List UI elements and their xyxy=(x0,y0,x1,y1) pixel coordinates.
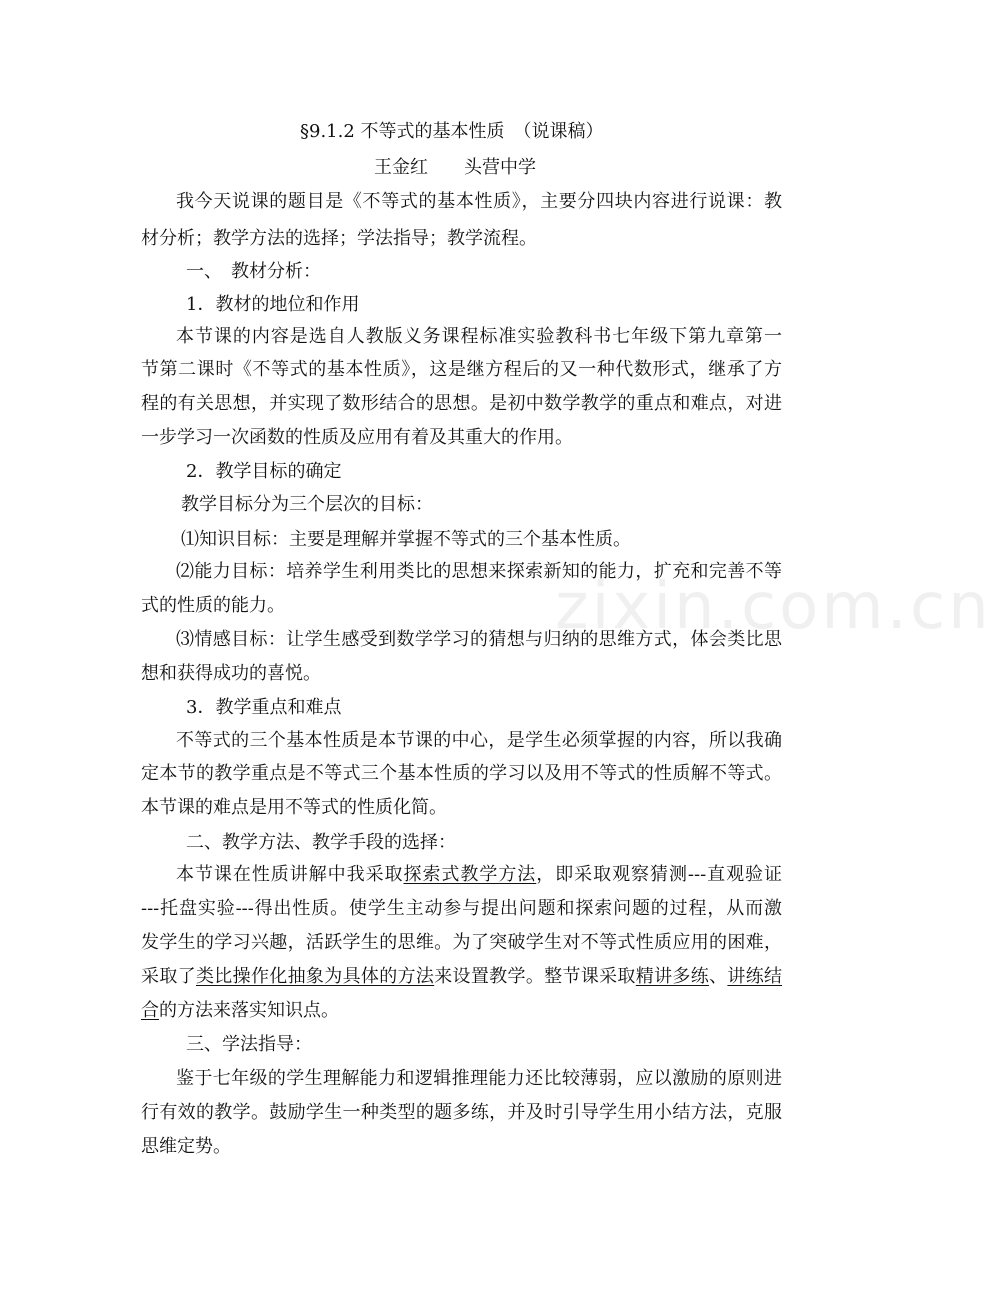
section-1-2-intro: 教学目标分为三个层次的目标： xyxy=(181,494,433,515)
section-2-line-5 xyxy=(141,998,339,1024)
section-3-line-2: 行有效的教学。鼓励学生一种类型的题多练，并及时引导学生用小结方法，克服 xyxy=(141,1102,782,1123)
section-2-line-1 xyxy=(176,862,782,888)
section-2-line-4 xyxy=(141,964,782,990)
section-2-text: 的方法来落实知识点。 xyxy=(159,1000,339,1021)
underlined-term: 探索式教学方法 xyxy=(403,864,537,885)
section-2-heading: 二、教学方法、教学手段的选择： xyxy=(186,832,456,853)
section-1-1-line-2: 节第二课时《不等式的基本性质》，这是继方程后的又一种代数形式，继承了方 xyxy=(141,359,782,380)
underlined-term: 讲练结 xyxy=(727,966,783,987)
section-3-line-3: 思维定势。 xyxy=(141,1136,231,1157)
underlined-term: 类比操作化抽象为具体的方法 xyxy=(195,966,435,987)
section-2-line-3: 发学生的学习兴趣，活跃学生的思维。为了突破学生对不等式性质应用的困难， xyxy=(141,932,782,953)
goal-3-line-1: ⑶情感目标：让学生感受到数学学习的猜想与归纳的思维方式，体会类比思 xyxy=(176,629,782,650)
goal-3-line-2: 想和获得成功的喜悦。 xyxy=(141,663,321,684)
section-2-text: ，即采取观察猜测---直观验证 xyxy=(536,864,782,885)
doc-title: §9.1.2 不等式的基本性质 （说课稿） xyxy=(300,121,604,142)
section-2-text: 来设置教学。整节课采取 xyxy=(434,966,636,987)
section-1-3-heading: 3．教学重点和难点 xyxy=(186,697,342,718)
section-2-text: 本节课在性质讲解中我采取 xyxy=(176,864,404,885)
section-3-heading: 三、学法指导： xyxy=(186,1034,312,1055)
watermark-text: zixin.com.cn xyxy=(555,570,992,644)
goal-1: ⑴知识目标：主要是理解并掌握不等式的三个基本性质。 xyxy=(181,529,631,550)
goal-2-line-1: ⑵能力目标：培养学生利用类比的思想来探索新知的能力，扩充和完善不等 xyxy=(176,561,782,582)
section-1-2-heading: 2．教学目标的确定 xyxy=(186,461,342,482)
underlined-term: 精讲多练 xyxy=(635,966,710,987)
section-1-3-line-3: 本节课的难点是用不等式的性质化简。 xyxy=(141,797,447,818)
section-2-text: 采取了 xyxy=(141,966,196,987)
section-1-1-line-4: 一步学习一次函数的性质及应用有着及其重大的作用。 xyxy=(141,427,573,448)
intro-line-1: 我今天说课的题目是《不等式的基本性质》，主要分四块内容进行说课：教 xyxy=(176,191,782,212)
underlined-term: 合 xyxy=(141,1000,159,1021)
section-1-3-line-2: 定本节的教学重点是不等式三个基本性质的学习以及用不等式的性质解不等式。 xyxy=(141,763,782,784)
section-3-line-1: 鉴于七年级的学生理解能力和逻辑推理能力还比较薄弱，应以激励的原则进 xyxy=(176,1068,782,1089)
section-1-1-line-1: 本节课的内容是选自人教版义务课程标准实验教科书七年级下第九章第一 xyxy=(176,326,782,347)
goal-2-line-2: 式的性质的能力。 xyxy=(141,595,285,616)
intro-line-2: 材分析；教学方法的选择；学法指导；教学流程。 xyxy=(141,228,537,249)
section-1-1-heading: 1．教材的地位和作用 xyxy=(186,294,360,315)
section-2-text: 、 xyxy=(709,966,728,987)
section-1-heading: 一、 教材分析： xyxy=(186,261,321,282)
section-1-1-line-3: 程的有关思想，并实现了数形结合的思想。是初中数学教学的重点和难点，对进 xyxy=(141,393,782,414)
author-line: 王金红 头营中学 xyxy=(374,157,536,178)
section-2-line-2: ---托盘实验---得出性质。使学生主动参与提出问题和探索问题的过程，从而激 xyxy=(141,898,782,919)
section-1-3-line-1: 不等式的三个基本性质是本节课的中心，是学生必须掌握的内容，所以我确 xyxy=(176,730,782,751)
